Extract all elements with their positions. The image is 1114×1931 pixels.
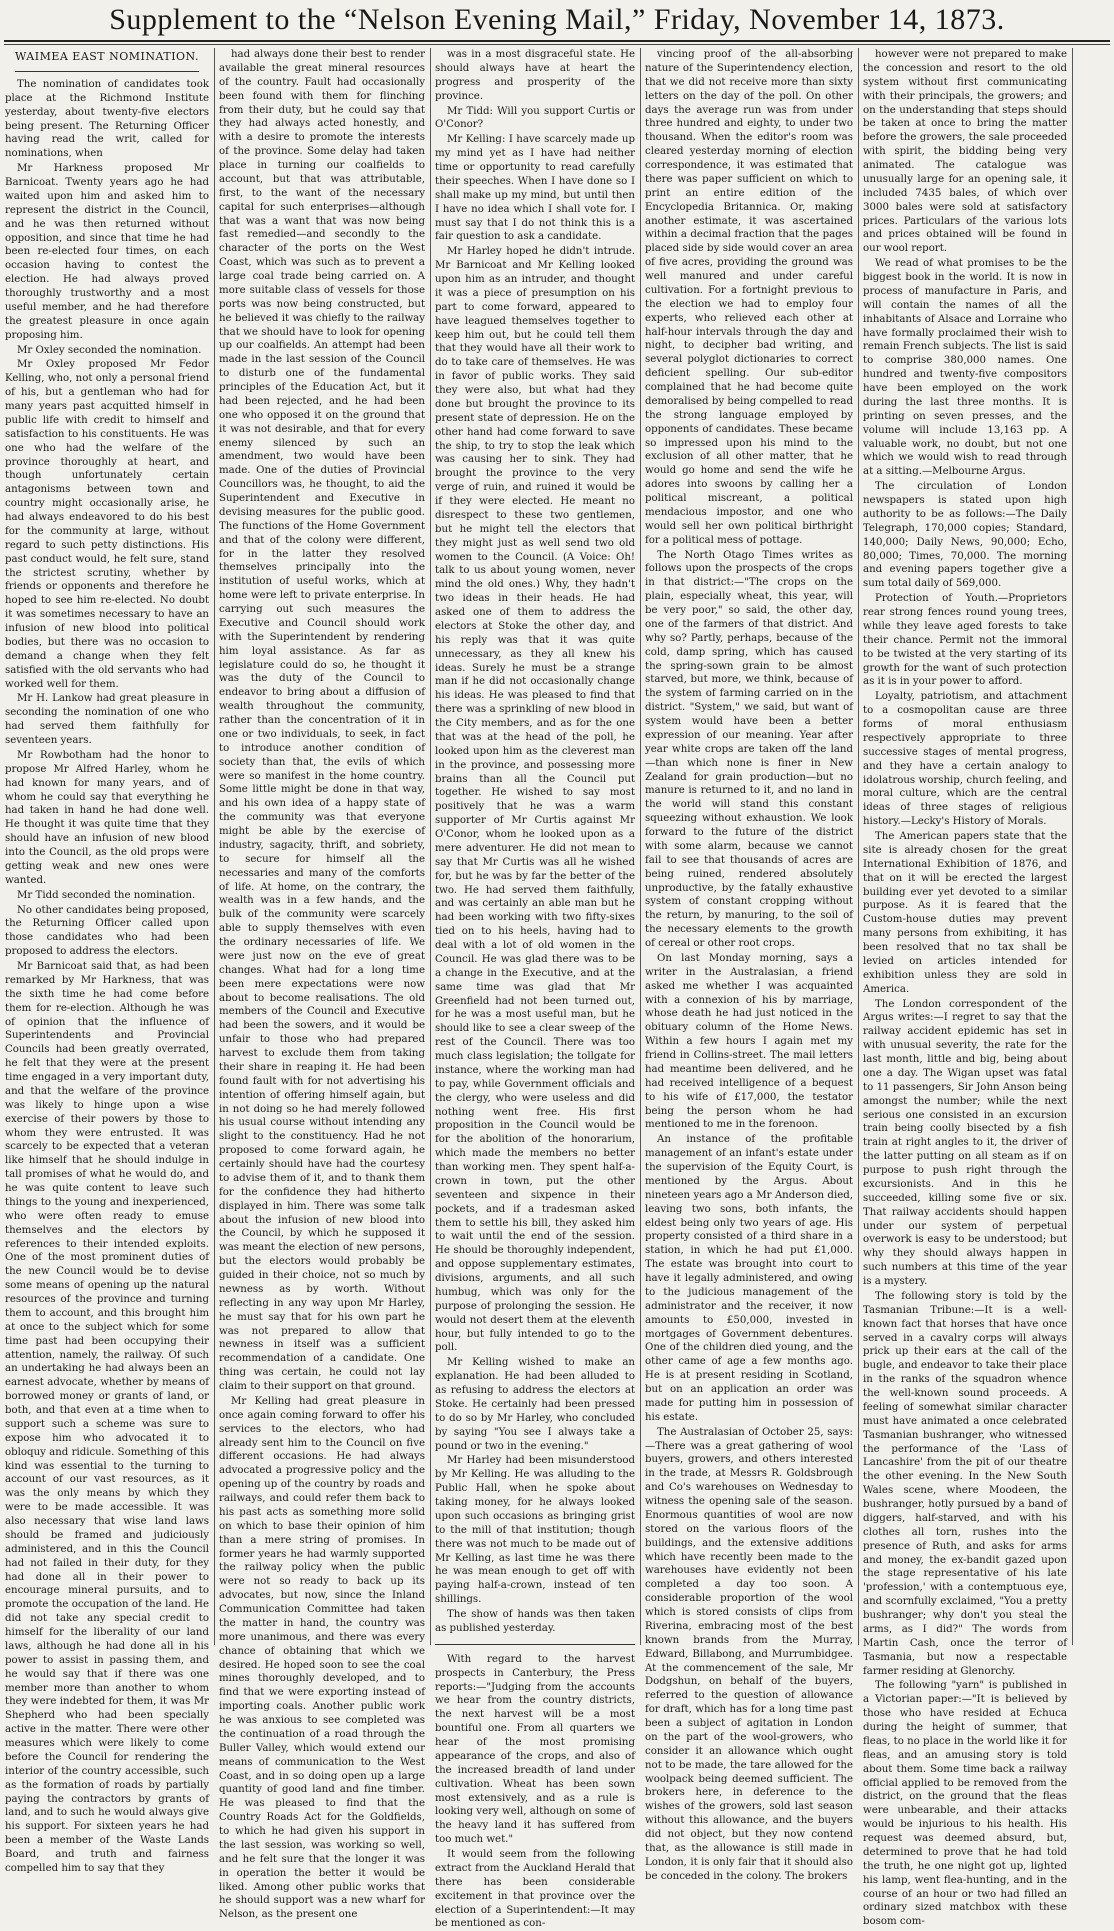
paragraph: Mr Rowbotham had the honor to propose Mr Alfred Harley, whom he had known for many years, and of whom he could say that everything he had taken in hand he had done well. He thought it was quite time that they should have an infusion of new blood into the Council, as the old props were getting weak and new ones were wanted. (5, 749, 209, 886)
paragraph: The following story is told by the Tasmanian Tribune:—It is a well-known fact that horses that have once served in a cavalry corps will always prick up their ears at the call of the bugle, and endeavor to take their place in the ranks of the squadron whence the well-known sound proceeds. A feeling of somewhat similar character must have animated a once celebrated Tasmanian bushranger, who witnessed the performance of the 'Lass of Lancashire' from the pit of our theatre the other evening. In the New South Wales scene, where Moodeen, the bushranger, hotly pursued by a band of diggers, half-starved, and with his clothes all torn, rushes into the presence of Ruth, and asks for arms and money, the ex-bandit gazed upon the stage representative of his late 'profession,' with a contemptuous eye, and scornfully exclaimed, "You a pretty bushranger; why don't you steal the arms, as I did?" The words from Martin Cash, once the terror of Tasmania, but now a respectable farmer residing at Glenorchy. (863, 1290, 1067, 1677)
column-2 (214, 48, 430, 1921)
column-1 (0, 48, 214, 1874)
column-2-text (219, 48, 425, 1922)
column-5-text (863, 48, 1067, 1929)
paragraph: The nomination of candidates took place at the Richmond Institute yesterday, about twenty-five electors being present. The Returning Officer having read the writ, called for nominations, when (5, 78, 209, 160)
paragraph: On last Monday morning, says a writer in the Australasian, a friend asked me whether I was acquainted with a connexion of his by marriage, whose death he had just noticed in the obituary column of the Home News. Within a few hours I again met my friend in Collins-street. The mail letters had meantime been delivered, and he had received intelligence of a bequest to his wife of £17,000, the testator being the person whom he had mentioned to me in the forenoon. (645, 952, 853, 1131)
paragraph: Protection of Youth.—Proprietors rear strong fences round young trees, while they leave aged forests to take their chance. Permit not the immoral to be twisted at the very starting of its growth for the want of such protection as it is in your power to afford. (863, 593, 1067, 688)
paragraph: Loyalty, patriotism, and attachment to a cosmopolitan cause are three forms of moral enthusiasm respectively appropriate to three successive stages of mental progress, and they have a certain analogy to idolatrous worship, church feeling, and moral culture, which are the central ideas of three stages of religious history.—Lecky's History of Morals. (863, 691, 1067, 828)
masthead-rule (4, 40, 1110, 42)
paragraph: The London correspondent of the Argus writes:—I regret to say that the railway accident epidemic has set in with unusual severity, the rate for the last month, little and big, being about one a day. The Wigan upset was fatal to 11 passengers, Sir John Anson being amongst the number; while the next serious one consisted in an excursion train being coolly bisected by a fish train at right angles to it, the driver of the latter putting on all steam as if on purpose to push right through the excursionists. And in this he succeeded, killing some five or six. That railway accidents should happen under our system of perpetual overwork is easy to be understood; but why they should always happen in such numbers at this time of the year is a mystery. (863, 998, 1067, 1287)
article-heading: WAIMEA EAST NOMINATION. (15, 50, 199, 63)
paragraph: was in a most disgraceful state. He should always have at heart the progress and prosperity of the province. (435, 49, 635, 102)
paragraph: Mr Kelling wished to make an explanation. He had been alluded to as refusing to address the electors at Stoke. He certainly had been pressed to do so by Mr Harley, who concluded by saying "You see I always take a pound or two in the evening." (435, 1357, 635, 1452)
paragraph: Mr Tidd seconded the nomination. (17, 889, 196, 901)
paragraph: Mr Harkness proposed Mr Barnicoat. Twenty years ago he had waited upon him and asked him to represent the district in the Council, and he was then returned without opposition, and since that time he had been re-elected four times, on each occasion having to contest the election. He had always proved thoroughly trustworthy and a most useful member, and he had therefore the greatest pleasure in once again proposing him. (5, 163, 209, 341)
paragraph: Mr Harley hoped he didn't intrude. Mr Barnicoat and Mr Kelling looked upon him as an intruder, and thought it was a piece of presumption on his part to come forward, appeared to have leagued themselves together to keep him out, but he could tell them that they would have all their work to do to take care of themselves. He was in favor of public works. They said they were also, but what had they done but brought the province to its present state of depression. He on the other hand had come forward to save the ship, to try to stop the leak which was causing her to sink. They had brought the province to the very verge of ruin, and ruined it would be if they were elected. He meant no disrespect to these two gentlemen, but he might tell the electors that they might just as well send two old women to the Council. (A Voice: Oh! talk to us about young women, never mind the old ones.) Why, they hadn't two ideas in their heads. He had asked one of them to address the electors at Stoke the other day, and his reply was that it was quite unnecessary, as they all knew his ideas. Surely he must be a strange man if he did not occasionally change his ideas. He was pleased to find that there was a sprinkling of new blood in the City members, and as for the one that was at the head of the poll, he looked upon him as the cleverest man in the province, and possessing more brains than all the Council put together. He wished to say most positively that he was a warm supporter of Mr Curtis against Mr O'Conor, whom he looked upon as a mere adventurer. He did not mean to say that Mr Curtis was all he wished for, but he was by far the better of the two. He had served them faithfully, and was certainly an able man but he had been working with two fifty-sixes tied on to his heels, having had to deal with a lot of old women in the Council. He was glad there was to be a change in the Executive, and at the same time was glad that Mr Greenfield had not been turned out, for he was a most useful man, but he should like to see a clear sweep of the rest of the Council. There was too much class legislation; the tollgate for instance, where the working man had to pay, while Government officials and the clergy, who were useless and did nothing went free. His first proposition in the Council would be for the abolition of the honorarium, which made the members no better than working men. They spent half-a-crown in town, put the other seventeen and sixpence in their pockets, and if a tradesman asked them to settle his bill, they asked him to wait until the end of the session. He should be thoroughly independent, and oppose supplementary estimates, divisions, arguments, and all such humbug, which was only for the purpose of prolonging the session. He would not desert them at the eleventh hour, but fully intended to go to the poll. (435, 246, 635, 1354)
paragraph: With regard to the harvest prospects in Canterbury, the Press reports:—"Judging from the accounts we hear from the country districts, the next harvest will be a most bountiful one. From all quarters we hear of the most promising appearance of the crops, and also of the increased breadth of land under cultivation. Wheat has been sown most extensively, and as a rule is looking very well, although on some of the heavy land it has suffered from too much wet." (435, 1653, 635, 1846)
paragraph: had always done their best to render available the great mineral resources of the country. Fault had occasionally been found with them for flinching from their duty, but he could say that they had always acted honestly, and with a desire to promote the interests of the province. Some delay had taken place in turning our coalfields to account, but that was attributable, first, to the want of the necessary capital for such enterprises—although that was a want that was now being fast remedied—and secondly to the character of the ports on the West Coast, which was such as to prevent a large coal trade being carried on. A more suitable class of vessels for those ports was now being constructed, but he believed it was chiefly to the railway that we should have to look for opening up our coalfields. An attempt had been made in the last session of the Council to disturb one of the fundamental principles of the Education Act, but it had been rejected, and he had been one who opposed it on the ground that it was not desirable, and that for every enemy silenced by such an amendment, two would have been made. One of the duties of Provincial Councillors was, he thought, to aid the Superintendent and Executive in devising measures for the public good. The functions of the Home Government and that of the colony were different, for in the latter they resolved themselves principally into the institution of useful works, which at home were left to private enterprise. In carrying out such measures the Executive and Council should work with the Superintendent by rendering him loyal assistance. As far as legislature could do so, he thought it was the duty of the Council to endeavor to bring about a diffusion of wealth throughout the community, rather than the concentration of it in one or two individuals, to seek, in fact to introduce another condition of society than that, the evils of which were so manifest in the home country. Some little might be done in that way, and his own idea of a happy state of the community was that everyone might be able by the exercise of industry, sagacity, thrift, and sobriety, to secure for himself all the necessaries and many of the comforts of life. At home, on the contrary, the wealth was in a few hands, and the bulk of the community were scarcely able to supply themselves with even the ordinary necessaries of life. We were just now on the eve of great changes. What had for a long time been mere expectations were now about to become realisations. The old members of the Council and Executive had been the sowers, and it would be unfair to those who had prepared harvest to exclude them from taking their share in reaping it. He had been found fault with for not advertising his intention of offering himself again, but in not doing so he had merely followed his usual course without intending any slight to the constituency. Had he not proposed to come forward again, he certainly should have had the courtesy to advise them of it, and to thank them for the confidence they had hitherto displayed in him. There was some talk about the infusion of new blood into the Council, by which he supposed it was meant the election of new persons, but the electors would probably be guided in their choice, not so much by newness as by worth. Without reflecting in any way upon Mr Harley, he must say that for his own part he was not prepared to allow that newness in itself was a sufficient recommendation of a candidate. One thing was certain, he could not lay claim to their support on that ground. (219, 49, 425, 1392)
paragraph: Mr Kelling: I have scarcely made up my mind yet as I have had neither time or opportunity to read carefully their speeches. When I have done so I shall make up my mind, but until then I have no idea which I shall vote for. I must say that I do not think this is a fair question to ask a candidate. (435, 134, 635, 243)
heading-divider (15, 71, 199, 72)
column-4 (640, 48, 858, 1882)
paragraph: An instance of the profitable management of an infant's estate under the supervision of the Equity Court, is mentioned by the Argus. About nineteen years ago a Mr Anderson died, leaving two sons, both infants, the eldest being only two years of age. His property consisted of a third share in a station, in which he had put £1,000. The estate was brought into court to have it legally administered, and owing to the judicious management of the administrator and the receiver, it now amounts to £50,000, invested in mortgages of Government debentures. One of the children died young, and the other came of age a few months ago. He is at present residing in Scotland, but on an application an order was made for putting him in possession of his estate. (645, 1134, 853, 1423)
paragraph: Mr Oxley seconded the nomination. (17, 344, 202, 356)
column-3-text-b (435, 1653, 635, 1931)
paragraph: Mr Barnicoat said that, as had been remarked by Mr Harkness, that was the sixth time he had come before them for re-election. Although he was of opinion that the influence of Superintendents and Provincial Councils had been greatly overrated, he felt that they were at the present time engaged in a very important duty, and that the welfare of the province was likely to hinge upon a wise exercise of their powers by those to whom they were entrusted. It was scarcely to be expected that a veteran like himself that he should indulge in tall promises of what he would do, and he was quite content to leave such things to the young and inexperienced, who were often ready to emuse themselves and the electors by references to their intended exploits. One of the most prominent duties of the new Council would be to devise some means of opening up the natural resources of the province and turning them to account, and this brought him at once to the subject which for some time past had been occupying their attention, namely, the railway. Of such an undertaking he had always been an earnest advocate, whether by means of borrowed money or grants of land, or both, and that even at a time when to support such a scheme was sure to expose him who advocated it to obloquy and ridicule. Something of this kind was essential to the turning to account of our vast resources, as it was the only means by which they were to be made accessible. It was also necessary that wise land laws should be framed and judiciously administered, and in this the Council had not failed in their duty, for they had done all in their power to encourage mineral pursuits, and to promote the occupation of the land. He did not take any special credit to himself for the liberality of our land laws, although he had done all in his power to assist in passing them, and he would say that if there was one member more than another to whom they were indebted for them, it was Mr Shepherd who had been specially active in the matter. There were other measures which were likely to come before the Council for rendering the interior of the country accessible, such as the formation of roads by partially paying the contractors by grants of land, and to such he would always give his support. For sixteen years he had been a member of the Waste Lands Board, and truth and fairness compelled him to say that they (5, 961, 209, 1874)
paragraph: The Australasian of October 25, says:—There was a great gathering of wool buyers, growers, and others interested in the trade, at Messrs R. Goldsbrough and Co's warehouses on Wednesday to witness the opening sale of the season. Enormous quantities of wool are now stored on the various floors of the buildings, and the extensive additions which have recently been made to the warehouses have evidently not been completed a day too soon. A considerable proportion of the wool which is stored consists of clips from Riverina, embracing most of the best known brands from the Murray, Edward, Billabong, and Murrumbidgee. At the commencement of the sale, Mr Dodgshun, on behalf of the buyers, referred to the question of allowance for draft, which has for a long time past been a subject of agitation in London on the part of the wool-growers, who consider it an allowance which ought not to be made, the tare allowed for the woolpack being deemed sufficient. The brokers here, in deference to the wishes of the growers, sold last season without this allowance, and the buyers did not object, but they now contend that, as the allowance is still made in London, it is only fair that it should also be conceded in the colony. The brokers (645, 1426, 853, 1882)
paragraph: Mr H. Lankow had great pleasure in seconding the nomination of one who had served them faithfully for seventeen years. (5, 693, 209, 747)
paragraph: The show of hands was then taken as published yesterday. (435, 1609, 635, 1634)
masthead-rule-thin (4, 44, 1110, 45)
article-divider (435, 1644, 635, 1645)
column-5 (858, 48, 1072, 1928)
paragraph: Mr Tidd: Will you support Curtis or O'Conor? (435, 105, 635, 131)
column-4-text (645, 48, 853, 1884)
paragraph: vincing proof of the all-absorbing nature of the Superintendency election, that we did not receive more than sixty letters on the day of the poll. On other days the average run was from under three hundred and eighty, to under two thousand. When the editor's room was cleared yesterday morning of election correspondence, it was estimated that there was paper sufficient on which to print an entire edition of the Encyclopedia Britannica. Or, making another estimate, it was ascertained within a decimal fraction that the pages placed side by side would cover an area of five acres, providing the ground was well manured and under careful cultivation. For a fortnight previous to the election we had to employ four experts, who relieved each other at half-hour intervals through the day and night, to decipher bad writing, and several polyglot dictionaries to correct deficient spelling. Our sub-editor complained that he had become quite demoralised by being compelled to read the strong language employed by opponents of candidates. These became so impressed upon his mind to the exclusion of all other matter, that he would go home and send the wife he adores into swoons by calling her a political miscreant, a political mendacious impostor, and one who would sell her own political birthright for a political mess of pottage. (645, 49, 853, 546)
masthead-title: Supplement to the “Nelson Evening Mail,” Friday, November 14, 1873. (109, 3, 1005, 36)
paragraph: It would seem from the following extract from the Auckland Herald that there has been considerable excitement in that province over the election of a Superintendent:—It may be mentioned as con- (435, 1849, 635, 1930)
paragraph: The North Otago Times writes as follows upon the prospects of the crops in that district:—"The crops on the plain, especially wheat, this year, will be very poor," so said, the other day, one of the farmers of that district. And why so? Partly, perhaps, because of the cold, damp spring, which has caused the spring-sown grain to be almost starved, but more, we think, because of the system of farming carried on in the district. "System," we said, but want of system would have been a better expression of our meaning. Year after year white crops are taken off the land—than which none is finer in New Zealand for grain production—but no manure is returned to it, and no land in the world will stand this constant squeezing without exhaustion. We look forward to the future of the district with some alarm, because we cannot fail to see that thousands of acres are being ruined, rendered absolutely unproductive, by the fatally exhaustive system of constant cropping without the return, by manuring, to the soil of the necessary elements to the growth of cereal or other root crops. (645, 549, 853, 949)
paragraph: however were not prepared to make the concession and resort to the old system without first communicating with their principals, the growers; and on the understanding that steps should be taken at once to bring the matter before the growers, the sale proceeded with spirit, the bidding being very animated. The catalogue was unusually large for an opening sale, it included 7435 bales, of which over 3000 bales were sold at satisfactory prices. Particulars of the various lots and prices obtained will be found in our wool report. (863, 49, 1067, 255)
paragraph: No other candidates being proposed, the Returning Officer called upon those candidates who had been proposed to address the electors. (5, 904, 209, 958)
paragraph: The following "yarn" is published in a Victorian paper:—"It is believed by those who have resided at Echuca during the height of summer, that fleas, to no place in the world like it for fleas, and an amusing story is told about them. Some time back a railway official applied to be removed from the district, on the ground that the fleas were unbearable, and their attacks would be injurious to his health. His request was deemed absurd, but, determined to prove that he had told the truth, he one night got up, lighted his lamp, went flea-hunting, and in the course of an hour or two had filled an ordinary sized matchbox with these bosom com- (863, 1680, 1067, 1928)
paragraph: Mr Oxley proposed Mr Fedor Kelling, who, not only a personal friend of his, but a gentleman who had for many years past acquitted himself in public life with credit to himself and satisfaction to his constituents. He was one who had the welfare of the province thoroughly at heart, and though unfortunately certain antagonisms between town and country might occasionally arise, he had always endeavored to do his best for the community at large, without regard to such petty distinctions. His past conduct would, he felt sure, stand the strictest scrutiny, whether by friends or opponents and therefore he hoped to see him re-elected. No doubt it was sometimes necessary to have an infusion of new blood into political bodies, but there was no occasion to demand a change when they felt satisfied with the old servants who had worked well for them. (5, 359, 209, 690)
paragraph: Mr Harley had been misunderstood by Mr Kelling. He was alluding to the Public Hall, when he spoke about taking money, for he always looked upon such occasions as bringing grist to the mill of that institution; though there was not much to be made out of Mr Kelling, as last time he was there he was mean enough to get off with paying half-a-crown, instead of ten shillings. (435, 1455, 635, 1606)
paragraph: Mr Kelling had great pleasure in once again coming forward to offer his services to the electors, who had already sent him to the Council on five different occasions. He had always advocated a progressive policy and the opening up of the country by roads and railways, and could refer them back to his past acts as something more solid on which to base their opinion of him than a mere string of promises. In former years he had warmly supported the railway policy when the public were not so ready to back up its advocates, but now, since the Inland Communication Committee had taken the matter in hand, the country was more unanimous, and there was every chance of obtaining that which we desired. He hoped soon to see the coal mines thoroughly developed, and to find that we were exporting instead of importing coals. Another public work he was anxious to see completed was the continuation of a road through the Buller Valley, which would extend our means of communication to the West Coast, and in so doing open up a large quantity of good land and fine timber. He was pleased to find that the Country Roads Act for the Goldfields, to which he had given his support in the last session, was working so well, and he felt sure that the longer it was in operation the better it would be liked. Among other public works that he should support was a new wharf for Nelson, as the present one (219, 1395, 425, 1921)
paragraph: The circulation of London newspapers is stated upon high authority to be as follows:—The Daily Telegraph, 170,000 copies; Standard, 140,000; Daily News, 90,000; Echo, 80,000; Times, 70,000. The morning and evening papers together give a sum total daily of 569,000. (863, 481, 1067, 590)
paragraph: We read of what promises to be the biggest book in the world. It is now in process of manufacture in Paris, and will contain the names of all the inhabitants of Alsace and Lorraine who have formally proclaimed their wish to remain French subjects. The list is said to comprise 380,000 names. One hundred and twenty-five compositors have been employed on the work during the last three months. It is printing on seven presses, and the volume will include 13,163 pp. A valuable work, no doubt, but not one which we would wish to read through at a sitting.—Melbourne Argus. (863, 258, 1067, 478)
column-6-cropped (1072, 48, 1114, 1649)
column-3 (430, 48, 640, 1930)
column-3-text (435, 48, 635, 1636)
column-1-text (5, 78, 209, 1876)
paragraph: The American papers state that the site is already chosen for the great International Exhibition of 1876, and that on it will be erected the largest building ever yet devoted to a similar purpose. As it is feared that the Custom-house duties may prevent many persons from exhibiting, it has been resolved that no tax shall be levied on articles intended for exhibition unless they are sold in America. (863, 831, 1067, 995)
